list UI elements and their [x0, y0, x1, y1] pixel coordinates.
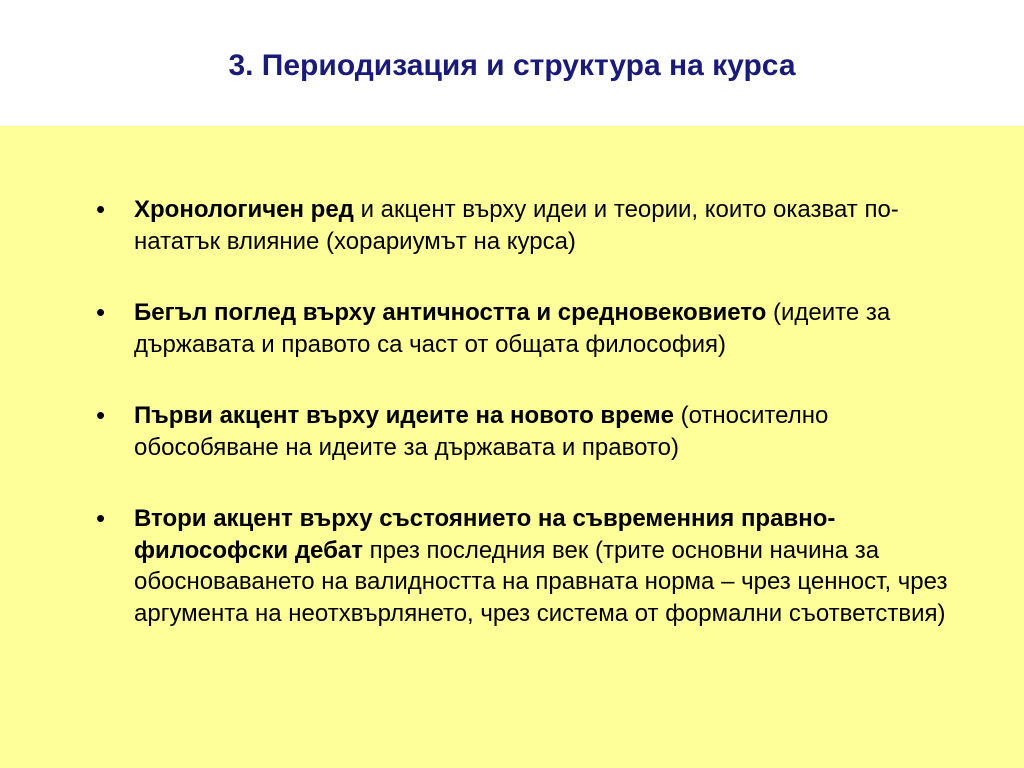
bullet-icon: • — [96, 194, 106, 224]
bullet-bold-text: Бегъл поглед върху античността и средновековието — [134, 299, 767, 326]
bullet-icon: • — [96, 503, 106, 533]
bullet-text: (идеите за държавата и правото са част от общата философия) — [134, 299, 891, 358]
slide-title: 3. Периодизация и структура на курса — [228, 49, 796, 82]
bullet-item-antiquity — [0, 297, 1024, 360]
bullet-bold-text: Втори акцент върху състоянието на съвременния правно-философски дебат — [134, 505, 836, 564]
bullet-icon: • — [96, 297, 106, 327]
bullet-text: (относително обособяване на идеите за държавата и правото) — [134, 402, 829, 461]
bullet-bold-text: Първи акцент върху идеите на новото време — [134, 402, 674, 429]
bullet-list — [0, 194, 1024, 629]
bullet-text: и акцент върху идеи и теории, които оказват по-нататък влияние (хорариумът на курса) — [134, 196, 899, 255]
title-area — [0, 0, 1024, 126]
bullet-item-modern-era — [0, 400, 1024, 463]
bullet-text: през последния век (трите основни начина за обосноваването на валидността на правната норма – чрез ценност, чрез аргумента на неотхвърлянето, чрез система от формални съответствия) — [134, 536, 948, 627]
bullet-item-chronology — [0, 194, 1024, 257]
bullet-icon: • — [96, 400, 106, 430]
bullet-item-contemporary-debate — [0, 503, 1024, 629]
bullet-bold-text: Хронологичен ред — [134, 196, 354, 223]
content-area — [0, 126, 1024, 768]
